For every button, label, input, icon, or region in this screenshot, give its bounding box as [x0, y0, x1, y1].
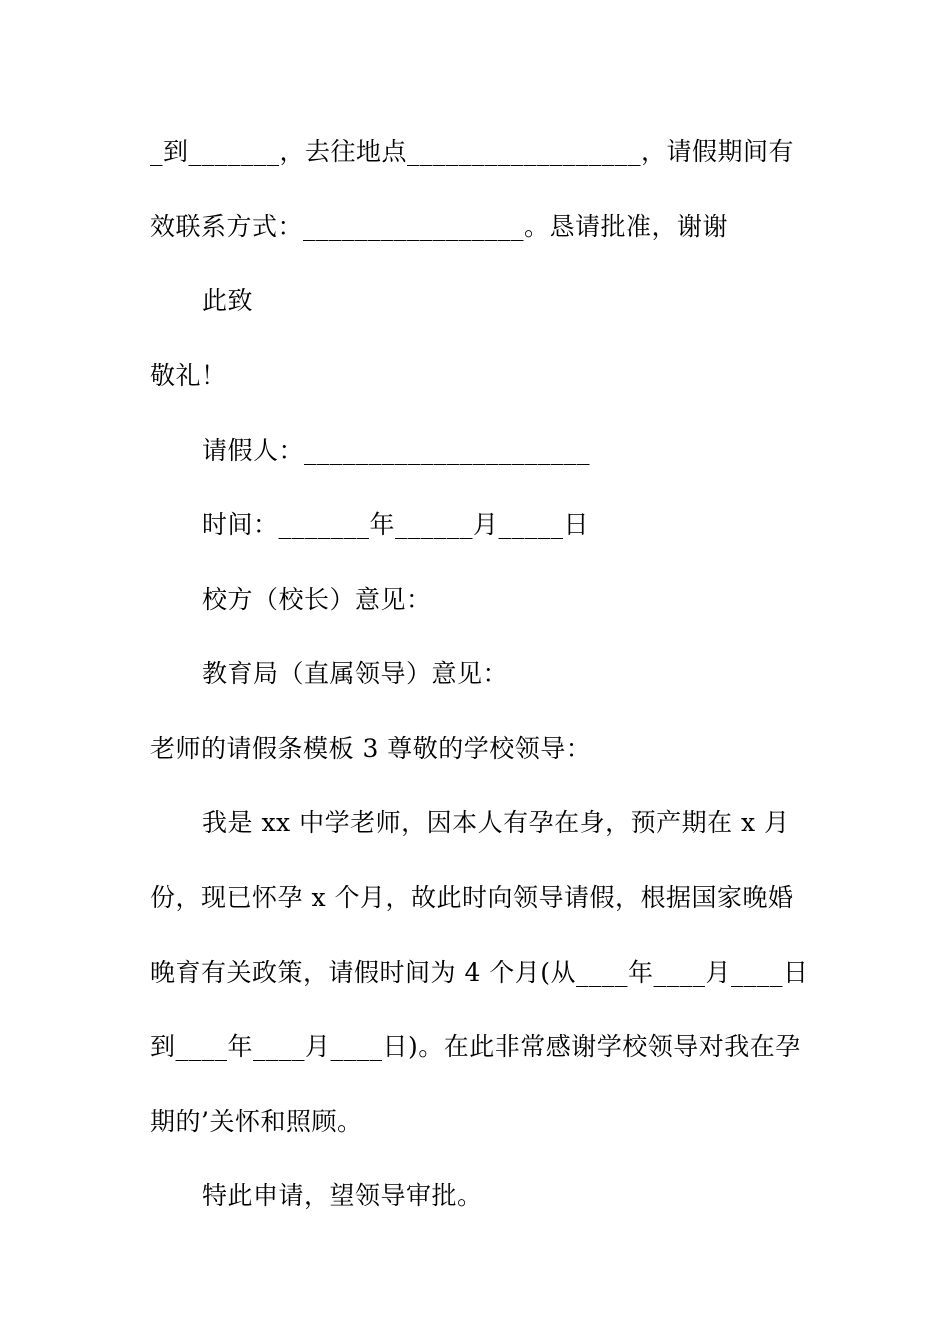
date-line: 时间：_______年______月_____日: [202, 510, 590, 539]
request-closing-line: 特此申请，望领导审批。: [202, 1181, 483, 1210]
school-opinion-label: 校方（校长）意见：: [202, 585, 432, 614]
body-paragraph-line-4: 到____年____月____日)。在此非常感谢学校领导对我在孕: [150, 1032, 801, 1061]
closing-salutation: 此致: [202, 286, 254, 315]
bureau-opinion-label: 教育局（直属领导）意见：: [202, 659, 509, 688]
body-paragraph-line-3: 晚育有关政策，请假时间为 4 个月(从____年____月____日: [150, 958, 809, 987]
body-paragraph-line-5: 期的’关怀和照顾。: [150, 1107, 363, 1136]
applicant-signature-line: 请假人：______________________: [202, 436, 591, 465]
body-paragraph-line-1: 我是 xx 中学老师，因本人有孕在身，预产期在 x 月: [202, 808, 790, 837]
text-line-2: 效联系方式：_________________。恳请批准，谢谢: [150, 212, 729, 241]
closing-regards: 敬礼！: [150, 361, 227, 390]
text-line-1: _到_______，去往地点__________________，请假期间有: [150, 137, 795, 166]
template-3-heading: 老师的请假条模板 3 尊敬的学校领导：: [150, 734, 592, 763]
body-paragraph-line-2: 份，现已怀孕 x 个月，故此时向领导请假，根据国家晚婚: [150, 883, 794, 912]
